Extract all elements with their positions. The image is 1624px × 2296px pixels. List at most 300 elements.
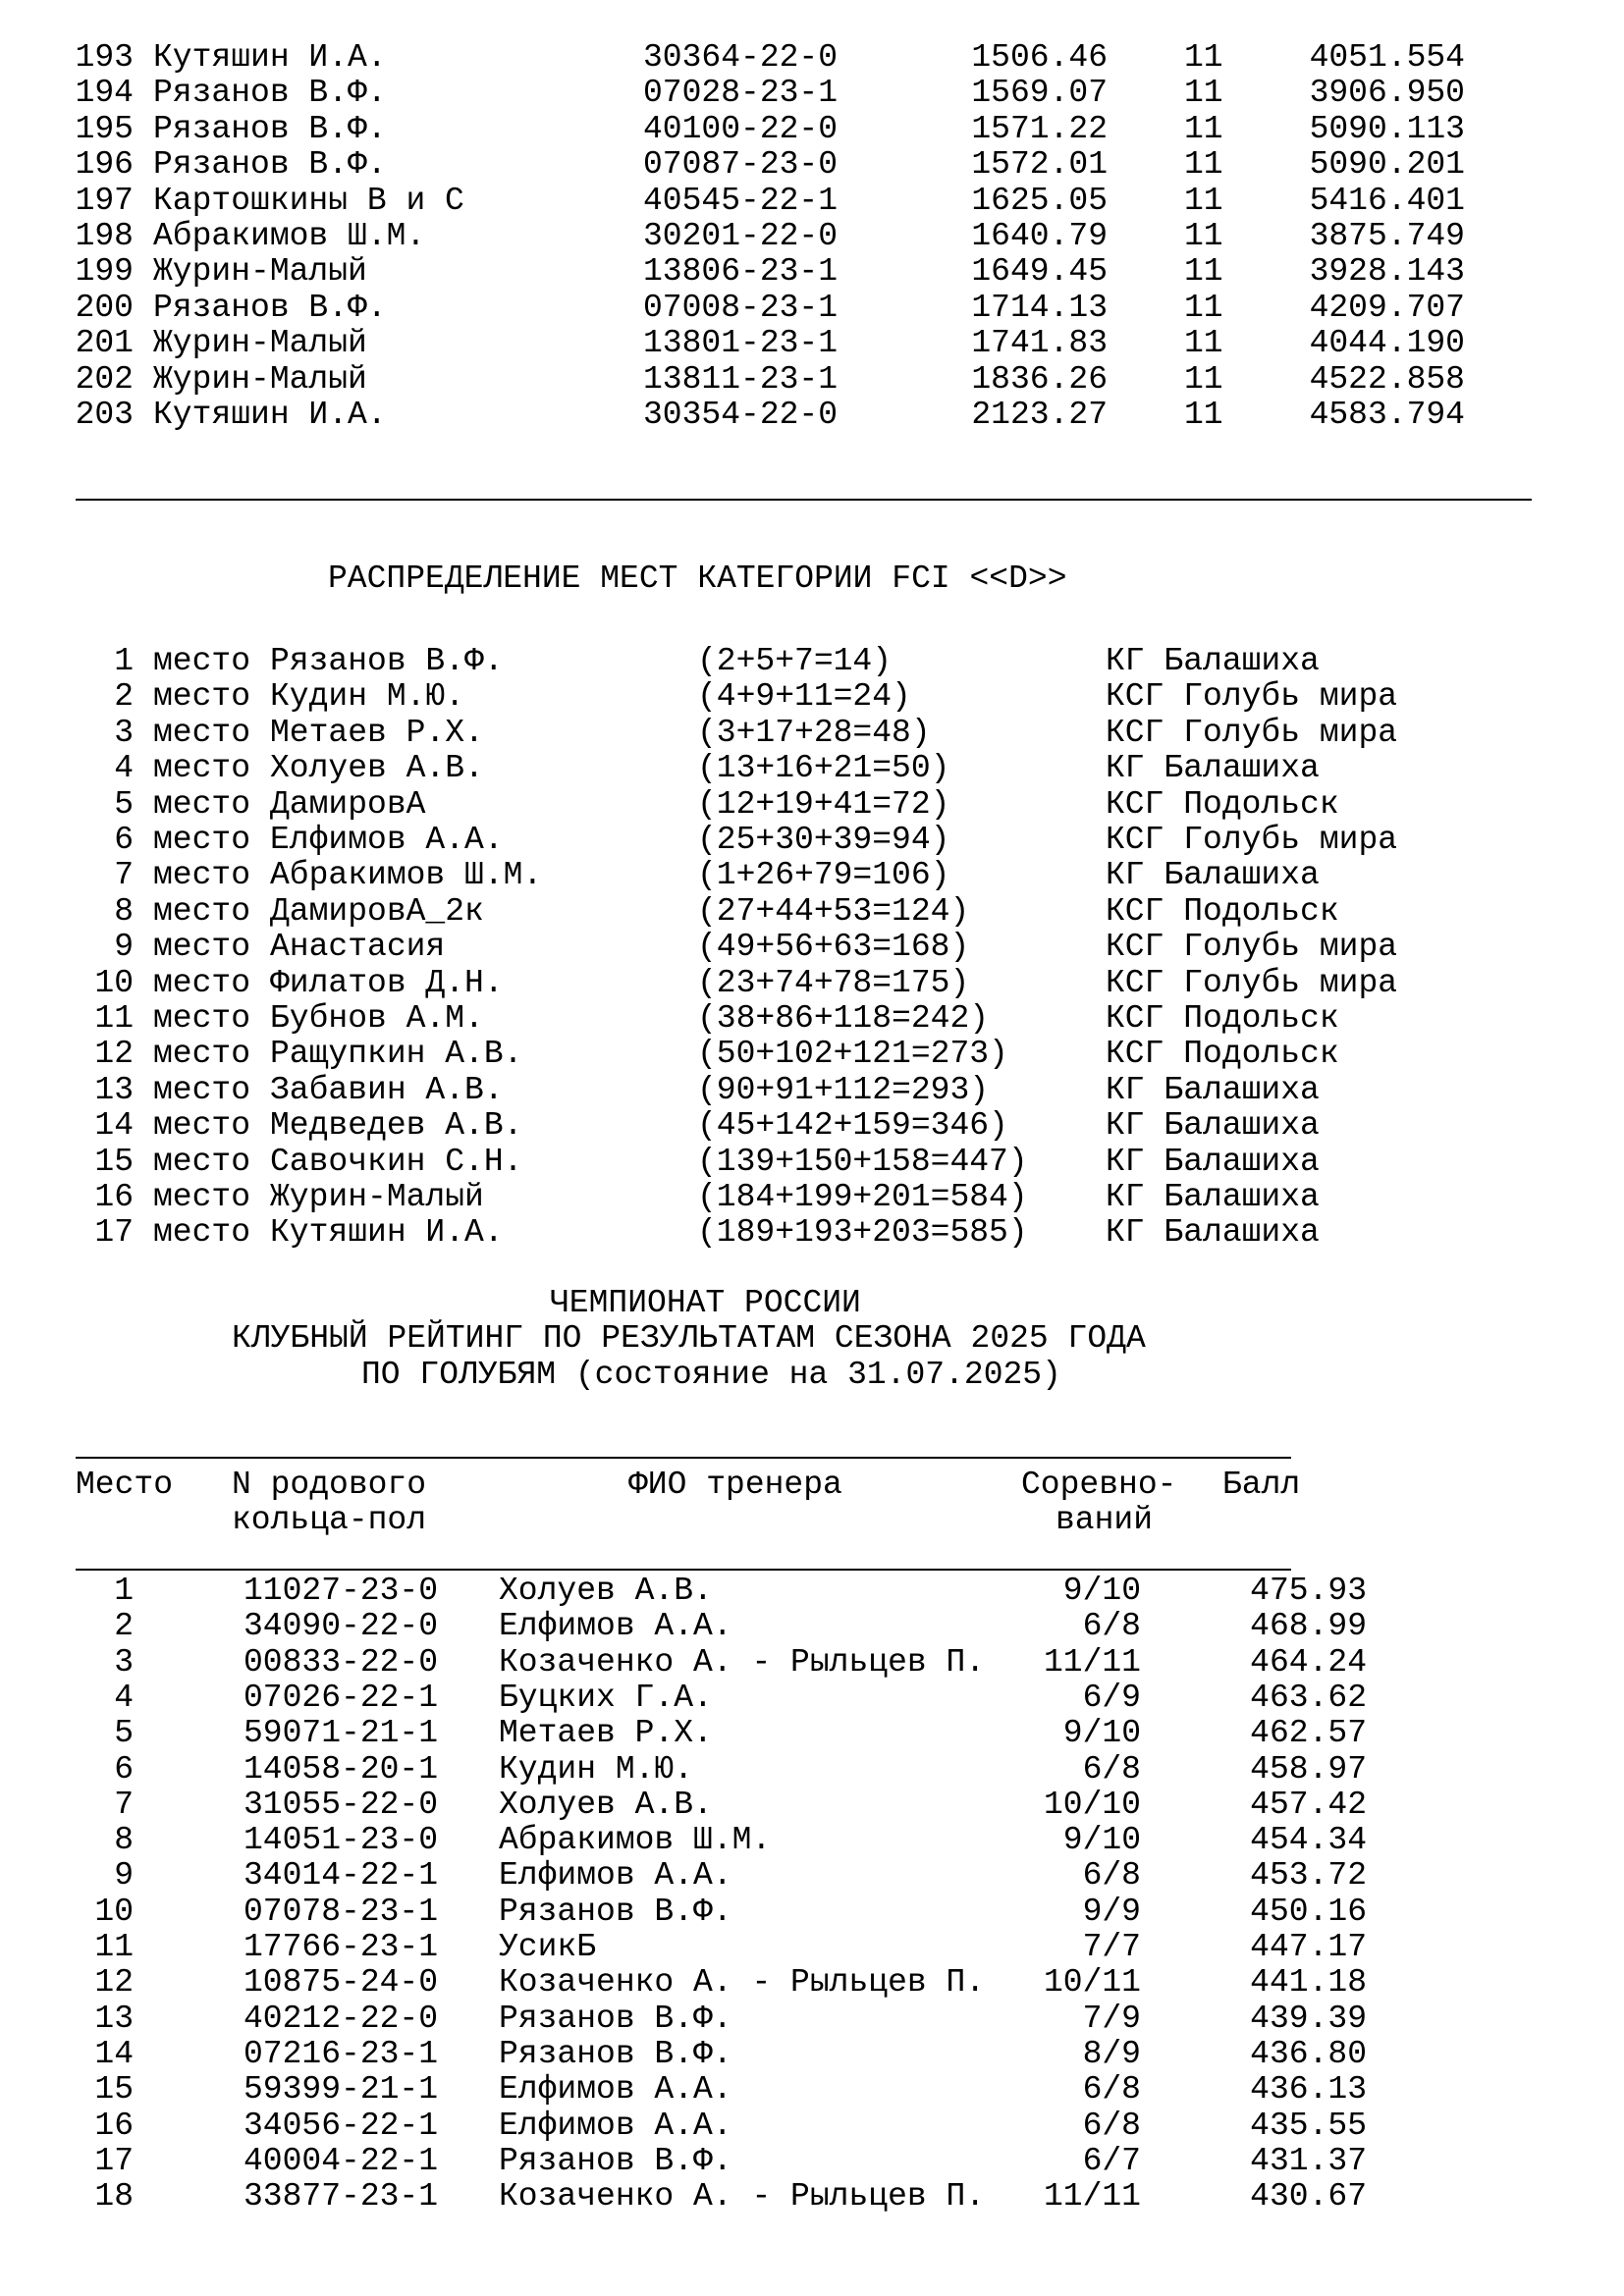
place-label: место [153, 857, 251, 894]
competitions: 6/8 [1082, 2107, 1141, 2144]
ring-number: 07028-23-1 [643, 75, 839, 112]
score-value: 454.34 [1250, 1822, 1367, 1859]
ring-number: 07078-23-1 [244, 1893, 439, 1930]
table-row [0, 325, 1624, 361]
place-number: 5 [114, 785, 134, 823]
ring-number: 33877-23-1 [244, 2178, 439, 2216]
score-value: 458.97 [1250, 1750, 1367, 1788]
races-count: 11 [1184, 289, 1223, 326]
competitions: 6/9 [1082, 1679, 1141, 1716]
list-item [0, 929, 1624, 965]
fancier-name: Медведев А.В. [270, 1107, 523, 1145]
table-row [0, 146, 1624, 183]
competitions: 6/8 [1082, 1857, 1141, 1895]
table-row [0, 183, 1624, 219]
ring-number: 07087-23-0 [643, 146, 839, 184]
club-name: КСГ Подольск [1106, 1036, 1339, 1073]
place-number: 13 [94, 1071, 134, 1108]
rank-value: 4 [114, 1679, 134, 1716]
sum-formula: (23+74+78=175) [697, 964, 970, 1001]
rank-value: 14 [94, 2035, 134, 2072]
score-value: 431.37 [1250, 2142, 1367, 2179]
trainer-name: Буцких Г.А. [499, 1679, 713, 1716]
fancier-name: Журин-Малый [153, 360, 367, 398]
points-value: 5090.201 [1309, 146, 1465, 184]
table-row [0, 397, 1624, 433]
score-value: 439.39 [1250, 2000, 1367, 2037]
points-value: 4583.794 [1309, 397, 1465, 433]
list-item [0, 1072, 1624, 1108]
list-item [0, 678, 1624, 715]
rank-value: 193 [75, 39, 134, 76]
table-row [0, 2071, 1624, 2108]
header-ring-line1: N родового [232, 1467, 427, 1503]
rank-value: 6 [114, 1750, 134, 1788]
fancier-name: Абракимов Ш.М. [153, 218, 426, 254]
club-name: КСГ Подольск [1106, 785, 1339, 823]
club-name: КСГ Подольск [1106, 1000, 1339, 1037]
competitions: 7/9 [1082, 2000, 1141, 2037]
competitions: 10/11 [1043, 1964, 1141, 2002]
distance-value: 1714.13 [971, 289, 1108, 326]
rank-value: 201 [75, 325, 134, 362]
place-label: место [153, 1179, 251, 1215]
rank-value: 200 [75, 289, 134, 326]
fancier-name: Холуев А.В. [270, 750, 484, 787]
distance-value: 1741.83 [971, 325, 1108, 362]
ring-number: 40545-22-1 [643, 182, 839, 219]
club-name: КСГ Голубь мира [1106, 929, 1398, 966]
place-label: место [153, 929, 251, 966]
trainer-name: УсикБ [499, 1929, 597, 1965]
table-row [0, 1964, 1624, 2001]
score-value: 462.57 [1250, 1715, 1367, 1752]
rank-value: 12 [94, 1964, 134, 2002]
fancier-name: Рязанов В.Ф. [270, 643, 504, 679]
rank-value: 11 [94, 1929, 134, 1965]
ring-number: 40004-22-1 [244, 2142, 439, 2179]
competitions: 6/8 [1082, 1608, 1141, 1645]
distance-value: 2123.27 [971, 397, 1108, 433]
races-count: 11 [1184, 75, 1223, 112]
club-name: КСГ Голубь мира [1106, 714, 1398, 751]
place-number: 16 [94, 1179, 134, 1215]
fancier-name: Рязанов В.Ф. [153, 289, 387, 326]
fancier-name: ДамировА_2к [270, 892, 484, 930]
trainer-name: Козаченко А. - Рыльцев П. [499, 1643, 986, 1681]
table-row [0, 253, 1624, 290]
score-value: 457.42 [1250, 1786, 1367, 1823]
points-value: 4209.707 [1309, 289, 1465, 326]
distance-value: 1569.07 [971, 75, 1108, 112]
score-value: 435.55 [1250, 2107, 1367, 2144]
place-label: место [153, 822, 251, 858]
table-row [0, 1751, 1624, 1788]
fancier-name: Забавин А.В. [270, 1071, 504, 1108]
fancier-name: Кудин М.Ю. [270, 678, 465, 716]
races-count: 11 [1184, 360, 1223, 398]
rank-value: 202 [75, 360, 134, 398]
points-value: 4522.858 [1309, 360, 1465, 398]
points-value: 5416.401 [1309, 182, 1465, 219]
score-value: 436.13 [1250, 2071, 1367, 2109]
score-value: 450.16 [1250, 1893, 1367, 1930]
header-place: Место [76, 1467, 174, 1503]
competitions: 9/10 [1062, 1573, 1141, 1609]
distance-value: 1640.79 [971, 218, 1108, 254]
trainer-name: Рязанов В.Ф. [499, 2035, 732, 2072]
club-name: КСГ Голубь мира [1106, 678, 1398, 716]
place-number: 17 [94, 1214, 134, 1252]
trainer-name: Козаченко А. - Рыльцев П. [499, 1964, 986, 2002]
list-item [0, 822, 1624, 858]
ring-number: 40100-22-0 [643, 110, 839, 147]
fancier-name: Кутяшин И.А. [153, 397, 387, 433]
competitions: 6/8 [1082, 1750, 1141, 1788]
trainer-name: Елфимов А.А. [499, 1857, 732, 1895]
distance-value: 1625.05 [971, 182, 1108, 219]
ring-number: 59071-21-1 [244, 1715, 439, 1752]
table-row [0, 2036, 1624, 2072]
place-number: 6 [114, 822, 134, 858]
trainer-name: Холуев А.В. [499, 1786, 713, 1823]
place-number: 11 [94, 1000, 134, 1037]
rank-value: 1 [114, 1573, 134, 1609]
table-row [0, 1929, 1624, 1965]
place-number: 4 [114, 750, 134, 787]
place-label: место [153, 714, 251, 751]
header-comp-line1: Соревно- [1021, 1467, 1177, 1503]
header-comp-line2: ваний [1056, 1502, 1154, 1538]
club-name: КГ Балашиха [1106, 1107, 1320, 1145]
sum-formula: (13+16+21=50) [697, 750, 950, 787]
points-value: 5090.113 [1309, 110, 1465, 147]
sum-formula: (3+17+28=48) [697, 714, 931, 751]
competitions: 11/11 [1043, 2178, 1141, 2216]
table-row [0, 2108, 1624, 2144]
points-value: 4044.190 [1309, 325, 1465, 362]
ring-number: 40212-22-0 [244, 2000, 439, 2037]
distance-value: 1649.45 [971, 253, 1108, 291]
rank-value: 10 [94, 1893, 134, 1930]
list-item [0, 1179, 1624, 1215]
ring-number: 30364-22-0 [643, 39, 839, 76]
score-value: 430.67 [1250, 2178, 1367, 2216]
ring-number: 31055-22-0 [244, 1786, 439, 1823]
table-row [0, 1680, 1624, 1716]
rank-value: 3 [114, 1643, 134, 1681]
fancier-name: Кутяшин И.А. [153, 39, 387, 76]
place-number: 7 [114, 857, 134, 894]
fancier-name: Рязанов В.Ф. [153, 75, 387, 112]
rank-value: 15 [94, 2071, 134, 2109]
place-label: место [153, 1000, 251, 1037]
ring-number: 10875-24-0 [244, 1964, 439, 2002]
fancier-name: Журин-Малый [153, 253, 367, 291]
ring-number: 34090-22-0 [244, 1608, 439, 1645]
place-number: 9 [114, 929, 134, 966]
competitions: 7/7 [1082, 1929, 1141, 1965]
table-row [0, 2178, 1624, 2215]
ring-number: 30354-22-0 [643, 397, 839, 433]
rank-value: 13 [94, 2000, 134, 2037]
list-item [0, 786, 1624, 823]
list-item [0, 1107, 1624, 1144]
races-count: 11 [1184, 218, 1223, 254]
rank-value: 198 [75, 218, 134, 254]
races-count: 11 [1184, 110, 1223, 147]
rank-value: 194 [75, 75, 134, 112]
club-name: КСГ Подольск [1106, 892, 1339, 930]
distance-value: 1836.26 [971, 360, 1108, 398]
table-row [0, 1894, 1624, 1930]
ring-number: 13806-23-1 [643, 253, 839, 291]
rank-value: 2 [114, 1608, 134, 1645]
races-count: 11 [1184, 39, 1223, 76]
table-row [0, 1644, 1624, 1681]
score-value: 463.62 [1250, 1679, 1367, 1716]
rating-date-line: ПО ГОЛУБЯМ (состояние на 31.07.2025) [361, 1357, 1061, 1393]
place-number: 15 [94, 1143, 134, 1180]
place-label: место [153, 678, 251, 716]
place-label: место [153, 964, 251, 1001]
trainer-name: Елфимов А.А. [499, 2107, 732, 2144]
header-trainer: ФИО тренера [628, 1467, 842, 1503]
table-header-row2 [0, 1502, 1624, 1538]
fancier-name: Кутяшин И.А. [270, 1214, 504, 1252]
competitions: 6/7 [1082, 2142, 1141, 2179]
table-row [0, 218, 1624, 254]
trainer-name: Елфимов А.А. [499, 2071, 732, 2109]
ring-number: 13801-23-1 [643, 325, 839, 362]
fancier-name: Журин-Малый [153, 325, 367, 362]
list-item [0, 893, 1624, 930]
list-item [0, 965, 1624, 1001]
place-label: место [153, 785, 251, 823]
score-value: 453.72 [1250, 1857, 1367, 1895]
points-value: 3928.143 [1309, 253, 1465, 291]
trainer-name: Кудин М.Ю. [499, 1750, 694, 1788]
score-value: 441.18 [1250, 1964, 1367, 2002]
place-label: место [153, 1107, 251, 1145]
place-number: 3 [114, 714, 134, 751]
club-name: КГ Балашиха [1106, 643, 1320, 679]
rank-value: 199 [75, 253, 134, 291]
table-row [0, 1608, 1624, 1644]
table-row [0, 290, 1624, 326]
distance-value: 1506.46 [971, 39, 1108, 76]
rank-value: 16 [94, 2107, 134, 2144]
place-number: 10 [94, 964, 134, 1001]
club-name: КГ Балашиха [1106, 750, 1320, 787]
club-name: КГ Балашиха [1106, 1214, 1320, 1252]
sum-formula: (90+91+112=293) [697, 1071, 990, 1108]
ring-number: 34056-22-1 [244, 2107, 439, 2144]
trainer-name: Рязанов В.Ф. [499, 2000, 732, 2037]
sum-formula: (1+26+79=106) [697, 857, 950, 894]
trainer-name: Елфимов А.А. [499, 1608, 732, 1645]
place-label: место [153, 892, 251, 930]
competitions: 9/9 [1082, 1893, 1141, 1930]
ring-number: 59399-21-1 [244, 2071, 439, 2109]
races-count: 11 [1184, 253, 1223, 291]
list-item [0, 1036, 1624, 1072]
fancier-name: Ращупкин А.В. [270, 1036, 523, 1073]
score-value: 475.93 [1250, 1573, 1367, 1609]
header-score: Балл [1222, 1467, 1301, 1503]
place-label: место [153, 1143, 251, 1180]
ring-number: 17766-23-1 [244, 1929, 439, 1965]
place-number: 1 [114, 643, 134, 679]
score-value: 464.24 [1250, 1643, 1367, 1681]
fancier-name: Метаев Р.Х. [270, 714, 484, 751]
sum-formula: (50+102+121=273) [697, 1036, 1008, 1073]
section-title: РАСПРЕДЕЛЕНИЕ МЕСТ КАТЕГОРИИ FCI <<D>> [328, 561, 1067, 597]
sum-formula: (25+30+39=94) [697, 822, 950, 858]
competitions: 8/9 [1082, 2035, 1141, 2072]
ring-number: 07008-23-1 [643, 289, 839, 326]
table-row [0, 1787, 1624, 1823]
rank-value: 195 [75, 110, 134, 147]
fancier-name: Рязанов В.Ф. [153, 110, 387, 147]
list-item [0, 715, 1624, 751]
competitions: 10/10 [1043, 1786, 1141, 1823]
list-item [0, 750, 1624, 786]
ring-number: 30201-22-0 [643, 218, 839, 254]
fancier-name: ДамировА [270, 785, 426, 823]
sum-formula: (12+19+41=72) [697, 785, 950, 823]
ring-number: 07026-22-1 [244, 1679, 439, 1716]
table-row [0, 361, 1624, 398]
ring-number: 14058-20-1 [244, 1750, 439, 1788]
rank-value: 17 [94, 2142, 134, 2179]
fancier-name: Филатов Д.Н. [270, 964, 504, 1001]
rank-value: 197 [75, 182, 134, 219]
trainer-name: Рязанов В.Ф. [499, 2142, 732, 2179]
trainer-name: Козаченко А. - Рыльцев П. [499, 2178, 986, 2216]
fancier-name: Елфимов А.А. [270, 822, 504, 858]
races-count: 11 [1184, 325, 1223, 362]
table-row [0, 2143, 1624, 2179]
place-number: 12 [94, 1036, 134, 1073]
rank-value: 7 [114, 1786, 134, 1823]
table-row [0, 2001, 1624, 2037]
divider [76, 1457, 1291, 1459]
trainer-name: Метаев Р.Х. [499, 1715, 713, 1752]
points-value: 3875.749 [1309, 218, 1465, 254]
races-count: 11 [1184, 182, 1223, 219]
ring-number: 34014-22-1 [244, 1857, 439, 1895]
club-name: КГ Балашиха [1106, 1143, 1320, 1180]
place-number: 2 [114, 678, 134, 716]
races-count: 11 [1184, 397, 1223, 433]
place-label: место [153, 1036, 251, 1073]
place-label: место [153, 1214, 251, 1252]
table-row [0, 75, 1624, 111]
score-value: 447.17 [1250, 1929, 1367, 1965]
ring-number: 14051-23-0 [244, 1822, 439, 1859]
place-number: 14 [94, 1107, 134, 1145]
table-row [0, 1715, 1624, 1751]
table-row [0, 1857, 1624, 1894]
points-value: 3906.950 [1309, 75, 1465, 112]
club-name: КСГ Голубь мира [1106, 964, 1398, 1001]
table-row [0, 1822, 1624, 1858]
fancier-name: Савочкин С.Н. [270, 1143, 523, 1180]
championship-title: ЧЕМПИОНАТ РОССИИ [550, 1285, 861, 1321]
sum-formula: (27+44+53=124) [697, 892, 970, 930]
trainer-name: Абракимов Ш.М. [499, 1822, 772, 1859]
list-item [0, 643, 1624, 679]
competitions: 11/11 [1043, 1643, 1141, 1681]
rank-value: 9 [114, 1857, 134, 1895]
fancier-name: Картошкины В и С [153, 182, 464, 219]
sum-formula: (189+193+203=585) [697, 1214, 1028, 1252]
trainer-name: Рязанов В.Ф. [499, 1893, 732, 1930]
fancier-name: Абракимов Ш.М. [270, 857, 543, 894]
list-item [0, 1000, 1624, 1037]
club-name: КСГ Голубь мира [1106, 822, 1398, 858]
competitions: 6/8 [1082, 2071, 1141, 2109]
club-name: КГ Балашиха [1106, 1071, 1320, 1108]
list-item [0, 1144, 1624, 1180]
header-ring-line2: кольца-пол [232, 1502, 427, 1538]
rank-value: 8 [114, 1822, 134, 1859]
rank-value: 5 [114, 1715, 134, 1752]
fancier-name: Рязанов В.Ф. [153, 146, 387, 184]
distance-value: 1572.01 [971, 146, 1108, 184]
fancier-name: Журин-Малый [270, 1179, 484, 1215]
club-name: КГ Балашиха [1106, 857, 1320, 894]
sum-formula: (139+150+158=447) [697, 1143, 1028, 1180]
points-value: 4051.554 [1309, 39, 1465, 76]
divider [76, 499, 1532, 501]
rank-value: 203 [75, 397, 134, 433]
table-row [0, 111, 1624, 147]
competitions: 9/10 [1062, 1822, 1141, 1859]
rating-subtitle: КЛУБНЫЙ РЕЙТИНГ ПО РЕЗУЛЬТАТАМ СЕЗОНА 2025 ГОДА [232, 1320, 1146, 1357]
place-number: 8 [114, 892, 134, 930]
distance-value: 1571.22 [971, 110, 1108, 147]
list-item [0, 1214, 1624, 1251]
ring-number: 07216-23-1 [244, 2035, 439, 2072]
sum-formula: (49+56+63=168) [697, 929, 970, 966]
sum-formula: (2+5+7=14) [697, 643, 893, 679]
table-row [0, 1573, 1624, 1609]
divider [76, 1569, 1291, 1571]
sum-formula: (45+142+159=346) [697, 1107, 1008, 1145]
fancier-name: Бубнов А.М. [270, 1000, 484, 1037]
table-header-row [0, 1467, 1624, 1503]
ring-number: 11027-23-0 [244, 1573, 439, 1609]
club-name: КГ Балашиха [1106, 1179, 1320, 1215]
place-label: место [153, 1071, 251, 1108]
table-row [0, 39, 1624, 76]
rank-value: 18 [94, 2178, 134, 2216]
sum-formula: (4+9+11=24) [697, 678, 911, 716]
ring-number: 00833-22-0 [244, 1643, 439, 1681]
list-item [0, 857, 1624, 893]
ring-number: 13811-23-1 [643, 360, 839, 398]
score-value: 468.99 [1250, 1608, 1367, 1645]
sum-formula: (38+86+118=242) [697, 1000, 990, 1037]
place-label: место [153, 643, 251, 679]
score-value: 436.80 [1250, 2035, 1367, 2072]
competitions: 9/10 [1062, 1715, 1141, 1752]
trainer-name: Холуев А.В. [499, 1573, 713, 1609]
races-count: 11 [1184, 146, 1223, 184]
rank-value: 196 [75, 146, 134, 184]
